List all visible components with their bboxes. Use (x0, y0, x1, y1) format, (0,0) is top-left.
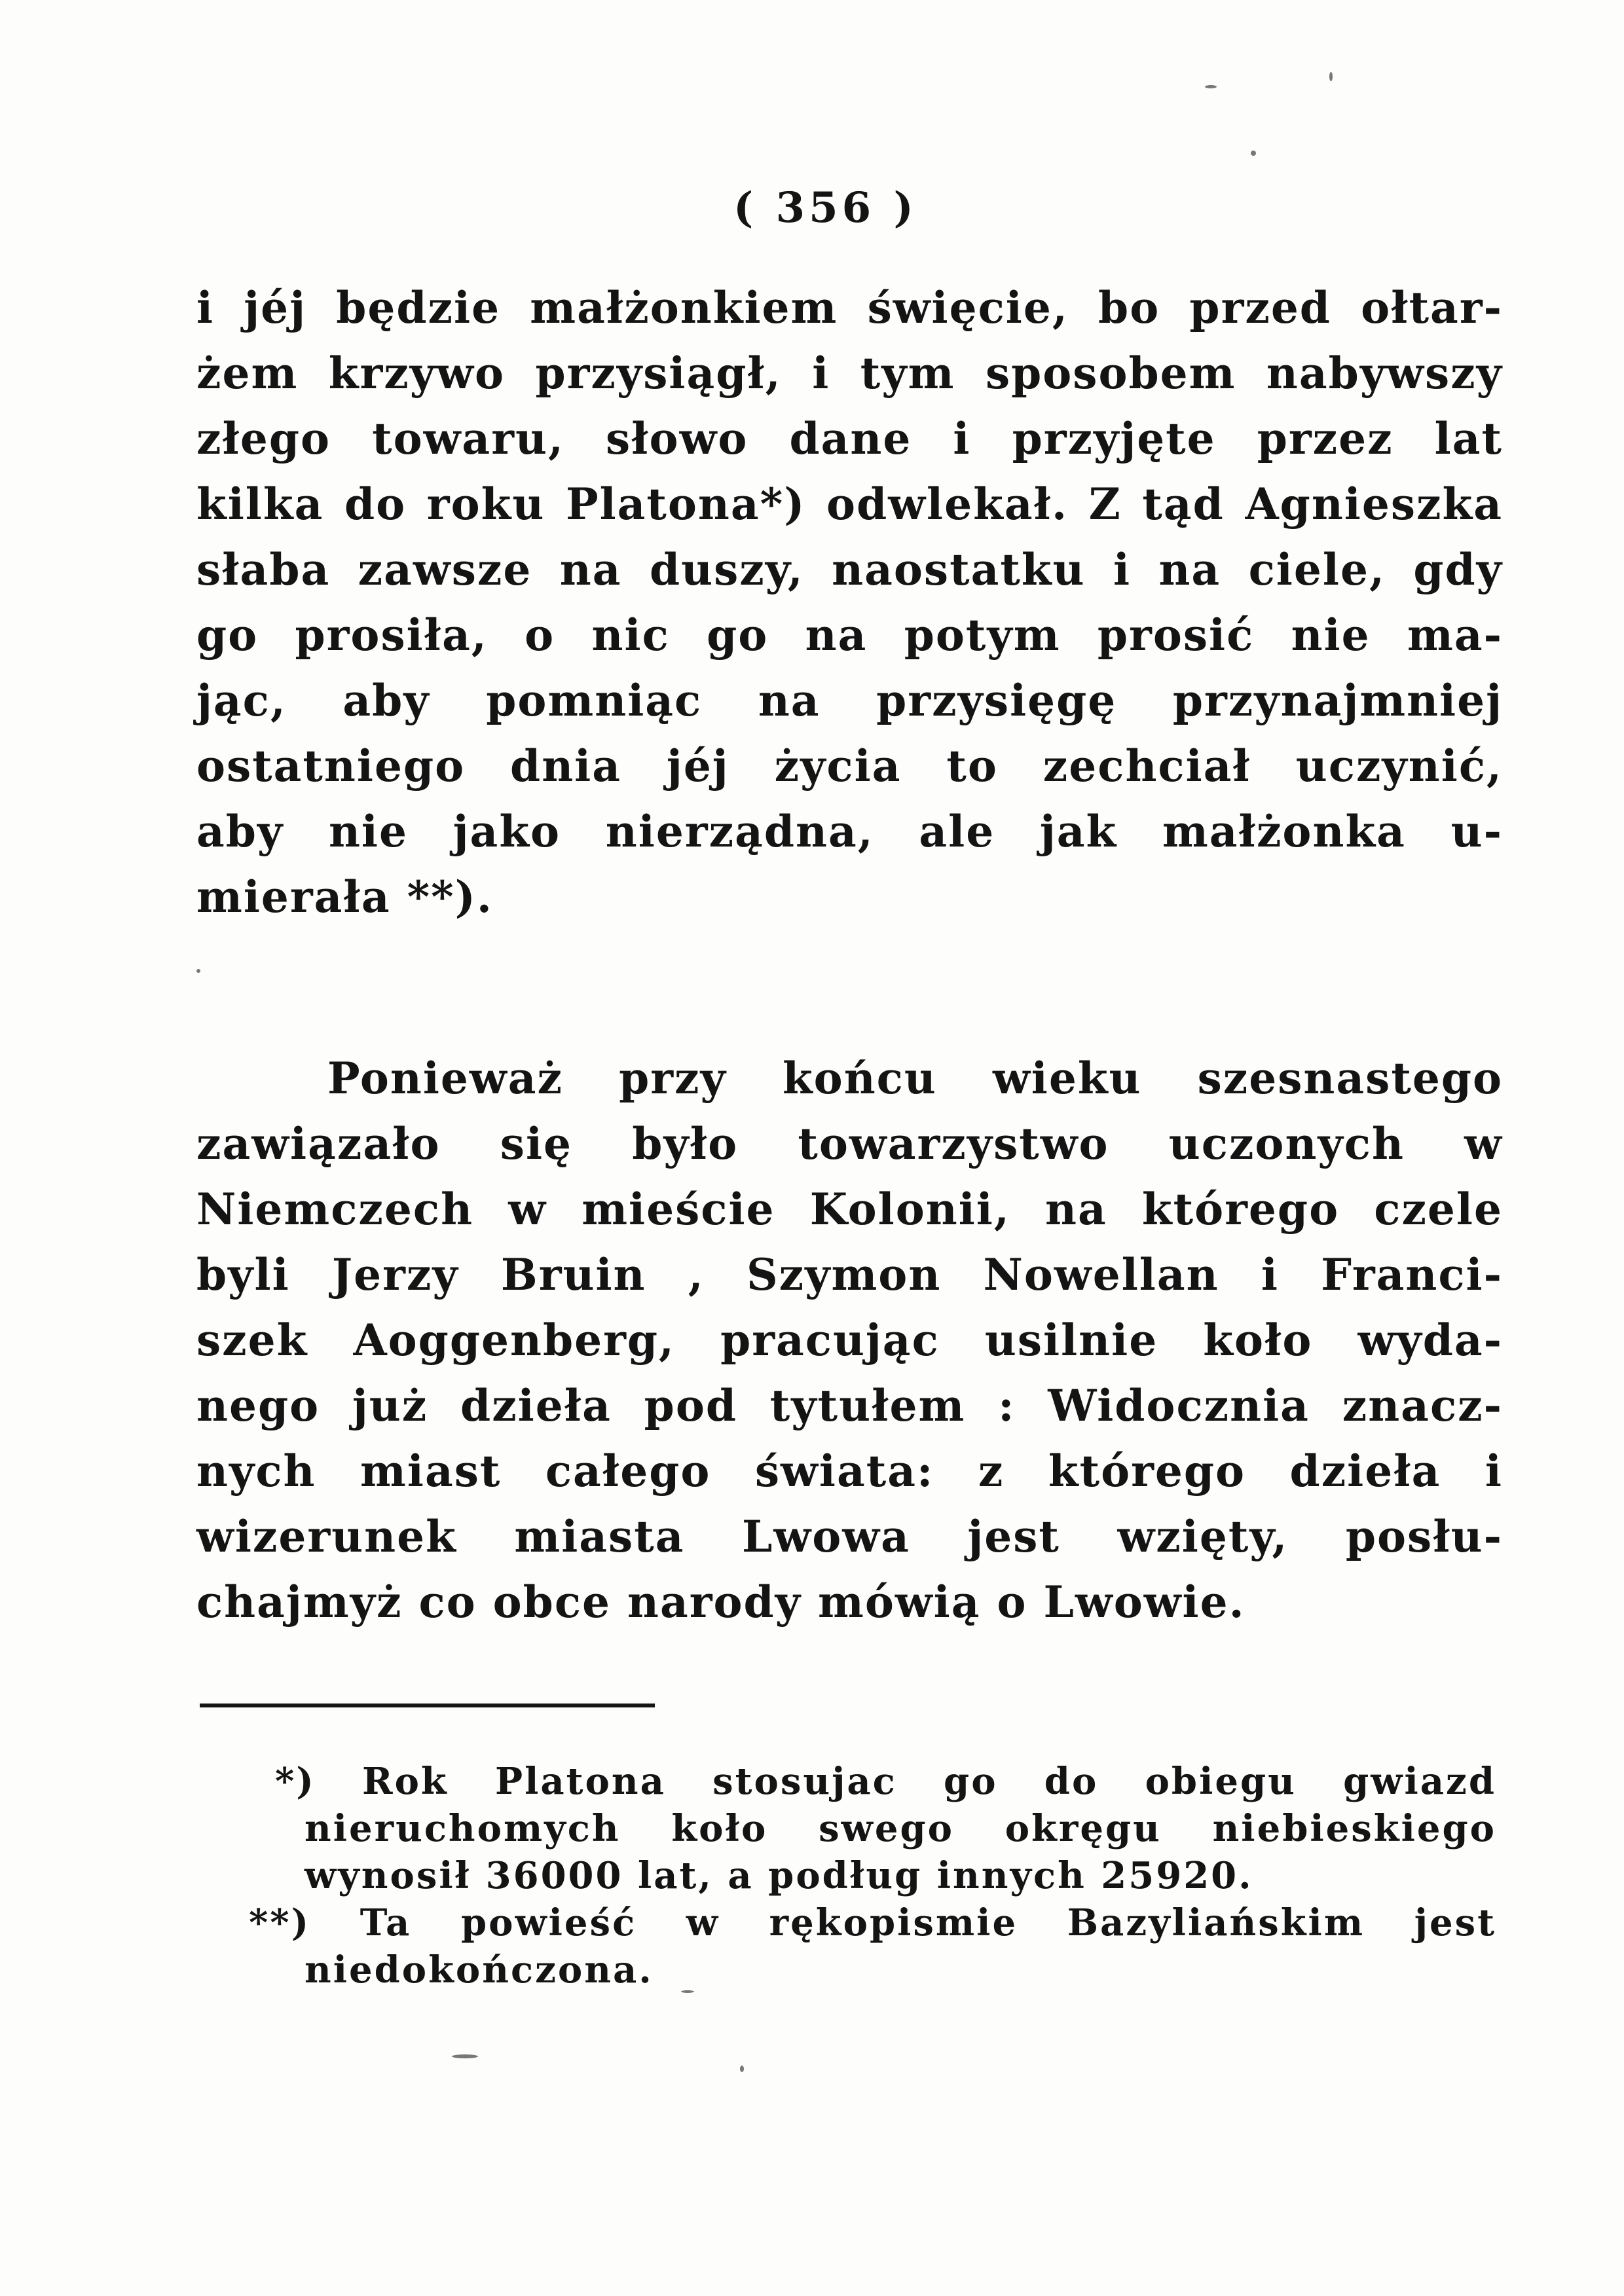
scan-speck (1251, 151, 1256, 156)
scan-speck (452, 2054, 478, 2058)
text-line: byli Jerzy Bruin , Szymon Nowellan i Franci- (196, 1249, 1503, 1300)
text-line: chajmyż co obce narody mówią o Lwowie. (196, 1576, 1246, 1628)
text-line: złego towaru, słowo dane i przyjęte przez lat (196, 413, 1503, 464)
scan-speck (681, 1990, 694, 1993)
text-line: wizerunek miasta Lwowa jest wzięty, posłu- (196, 1511, 1503, 1562)
text-line: nych miast całego świata: z którego dzieła i (196, 1446, 1503, 1497)
text-line: Niemczech w mieście Kolonii, na którego czele (196, 1184, 1503, 1235)
text-line: aby nie jako nierządna, ale jak małżonka u- (196, 806, 1503, 857)
text-line: jąc, aby pomniąc na przysięgę przynajmniej (196, 675, 1503, 726)
text-line: słaba zawsze na duszy, naostatku i na ciele, gdy (196, 544, 1503, 595)
text-line: i jéj będzie małżonkiem święcie, bo przed ołtar- (196, 282, 1503, 333)
text-line: kilka do roku Platona*) odwlekał. Z tąd Agnieszka (196, 479, 1503, 530)
text-line: mierała **). (196, 871, 493, 922)
text-line: zawiązało się było towarzystwo uczonych w (196, 1118, 1503, 1169)
footnote-line: niedokończona. (304, 1948, 654, 1992)
text-line: ostatniego dnia jéj życia to zechciał uczynić, (196, 740, 1503, 792)
page-number: ( 356 ) (733, 183, 917, 232)
text-line: szek Aoggenberg, pracując usilnie koło wyda- (196, 1315, 1503, 1366)
footnote-line: wynosił 36000 lat, a podług innych 25920. (304, 1854, 1253, 1897)
text-line: żem krzywo przysiągł, i tym sposobem nabywszy (196, 348, 1503, 399)
scan-speck (740, 2066, 744, 2072)
text-line: go prosiła, o nic go na potym prosić nie ma- (196, 610, 1503, 661)
scan-speck (1205, 85, 1217, 88)
scan-speck (196, 969, 200, 973)
text-line: Ponieważ przy końcu wieku szesnastego (327, 1053, 1503, 1104)
footnote-separator (200, 1704, 655, 1707)
text-line: nego już dzieła pod tytułem : Widocznia znacz- (196, 1380, 1503, 1431)
footnote-line: *) Rok Platona stosujac go do obiegu gwiazd (275, 1760, 1496, 1803)
footnote-line: **) Ta powieść w rękopismie Bazyliańskim jest (249, 1901, 1496, 1944)
scan-speck (1329, 72, 1333, 81)
footnote-line: nieruchomych koło swego okręgu niebieskiego (304, 1807, 1496, 1850)
